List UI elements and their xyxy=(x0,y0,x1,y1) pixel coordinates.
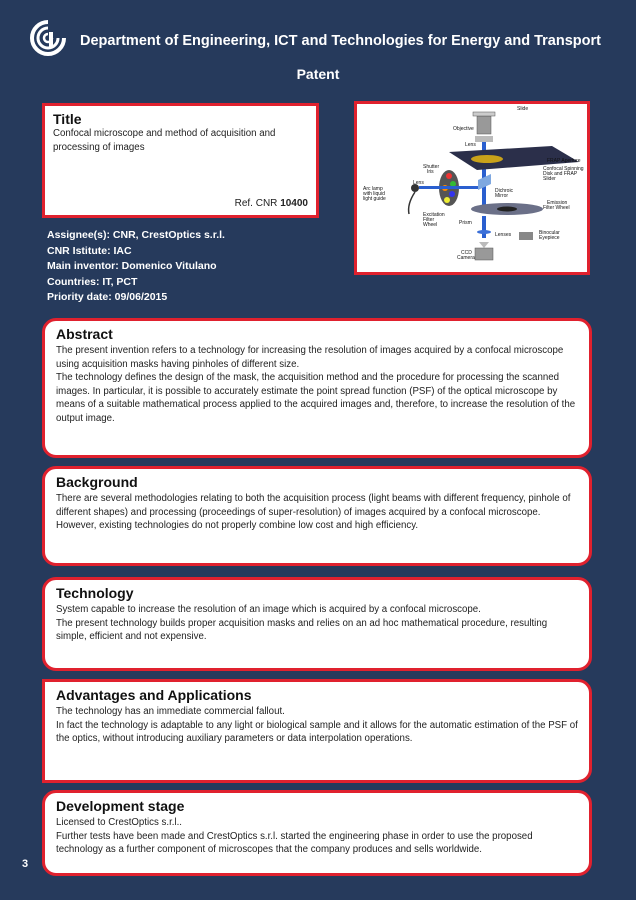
abstract-heading: Abstract xyxy=(56,326,113,342)
label-frap: FRAP Aperture xyxy=(547,158,581,164)
title-box xyxy=(42,103,319,218)
technology-section xyxy=(42,577,592,671)
countries: Countries: IT, PCT xyxy=(47,275,138,288)
label-lens-left: Lens xyxy=(413,180,424,186)
label-confocal-3: Slider xyxy=(543,176,556,182)
background-section xyxy=(42,466,592,566)
label-emission-2: Filter Wheel xyxy=(543,205,570,211)
label-excitation-2: Filter xyxy=(423,217,435,223)
technology-paragraph-2: The present technology builds proper acquisition masks and relies on an ad hoc mathematical procedure, resulting simple, efficient and not expensive. xyxy=(56,617,548,643)
label-arc-lamp-2: with liquid xyxy=(363,191,385,197)
abstract-section xyxy=(42,318,592,458)
label-lenses: Lenses xyxy=(495,232,512,238)
microscope-diagram xyxy=(354,101,590,275)
label-arc-lamp: Arc lamp xyxy=(363,186,383,192)
label-ccd: CCD xyxy=(461,250,472,256)
abstract-paragraph-2: The technology defines the design of the mask, the acquisition method and the procedure for processing the scanned images. In particular, it is possible to accurately estimate the point spread function (PSF) of the optical microscope by means of a suitable mathematical process applied to the acquired images and, therefore, to increase the resolution of the output image. xyxy=(56,372,576,424)
main-inventor: Main inventor: Domenico Vitulano xyxy=(47,260,217,272)
label-objective: Objective xyxy=(453,126,474,132)
advantages-paragraph-2: In fact the technology is adaptable to any light or biological sample and it allows for the automatic estimation of the PSF of the optics, without introducing auxiliary parameters or data interpolation operations. xyxy=(56,719,578,745)
label-excitation-3: Wheel xyxy=(423,222,438,228)
label-slide: Slide xyxy=(517,106,529,112)
label-prism: Prism xyxy=(459,220,472,226)
technology-heading: Technology xyxy=(56,585,134,601)
assignees: Assignee(s): CNR, CrestOptics s.r.l. xyxy=(47,229,225,241)
advantages-heading: Advantages and Applications xyxy=(56,687,252,703)
development-heading: Development stage xyxy=(56,798,185,814)
label-arc-lamp-3: light guide xyxy=(363,196,386,202)
document-type: Patent xyxy=(296,66,340,82)
label-emission: Emission xyxy=(547,200,568,206)
department-title: Department of Engineering, ICT and Technologies for Energy and Transport xyxy=(80,33,601,49)
label-confocal: Confocal Spinning xyxy=(543,166,584,172)
technology-paragraph-1: System capable to increase the resolution of an image which is acquired by a confocal microscope. xyxy=(56,604,481,615)
ref-number: 10400 xyxy=(280,198,308,209)
background-heading: Background xyxy=(56,474,138,490)
background-paragraph-1: There are several methodologies relating to both the acquisition process (light beams with different frequency, pinhole of different shapes) and processing (proceedings of super-resolution) of images acquired by a confocal microscope. xyxy=(56,493,571,518)
reference-number xyxy=(235,198,308,209)
advantages-section xyxy=(42,679,592,783)
development-section xyxy=(42,790,592,876)
priority-date: Priority date: 09/06/2015 xyxy=(47,291,168,303)
development-paragraph-1: Licensed to CrestOptics s.r.l.. xyxy=(56,817,182,828)
label-dichroic: Dichroic xyxy=(495,188,514,194)
label-excitation: Excitation xyxy=(423,212,445,218)
label-shutter: Shutter xyxy=(423,164,440,170)
label-binocular-2: Eyepiece xyxy=(539,235,560,241)
label-binocular: Binocular xyxy=(539,230,560,236)
label-lens-top: Lens xyxy=(465,142,476,148)
background-paragraph-2: However, existing technologies do not properly combine low cost and high efficiency. xyxy=(56,520,419,532)
title-heading: Title xyxy=(53,111,82,127)
abstract-paragraph-1: The present invention refers to a technology for increasing the resolution of images acquired by a confocal microscope using acquisition masks having pinholes of different size. xyxy=(56,345,564,370)
patent-info xyxy=(47,228,225,306)
label-confocal-2: Disk and FRAP xyxy=(543,171,578,177)
page-number: 3 xyxy=(22,858,29,870)
institute: CNR Istitute: IAC xyxy=(47,244,132,257)
label-iris: Iris xyxy=(427,169,434,175)
cnr-logo-icon xyxy=(28,18,68,58)
label-ccd-2: Camera xyxy=(457,255,475,261)
advantages-paragraph-1: The technology has an immediate commercial fallout. xyxy=(56,706,285,717)
ref-prefix: Ref. CNR xyxy=(234,198,281,209)
label-dichroic-2: Mirror xyxy=(495,193,509,199)
title-text: Confocal microscope and method of acquisition and processing of images xyxy=(53,128,276,153)
development-paragraph-2: Further tests have been made and CrestOptics s.r.l. started the engineering phase in order to use the proposed technology as a further component of microscopes that the company produces and sells worldwide. xyxy=(56,830,533,856)
